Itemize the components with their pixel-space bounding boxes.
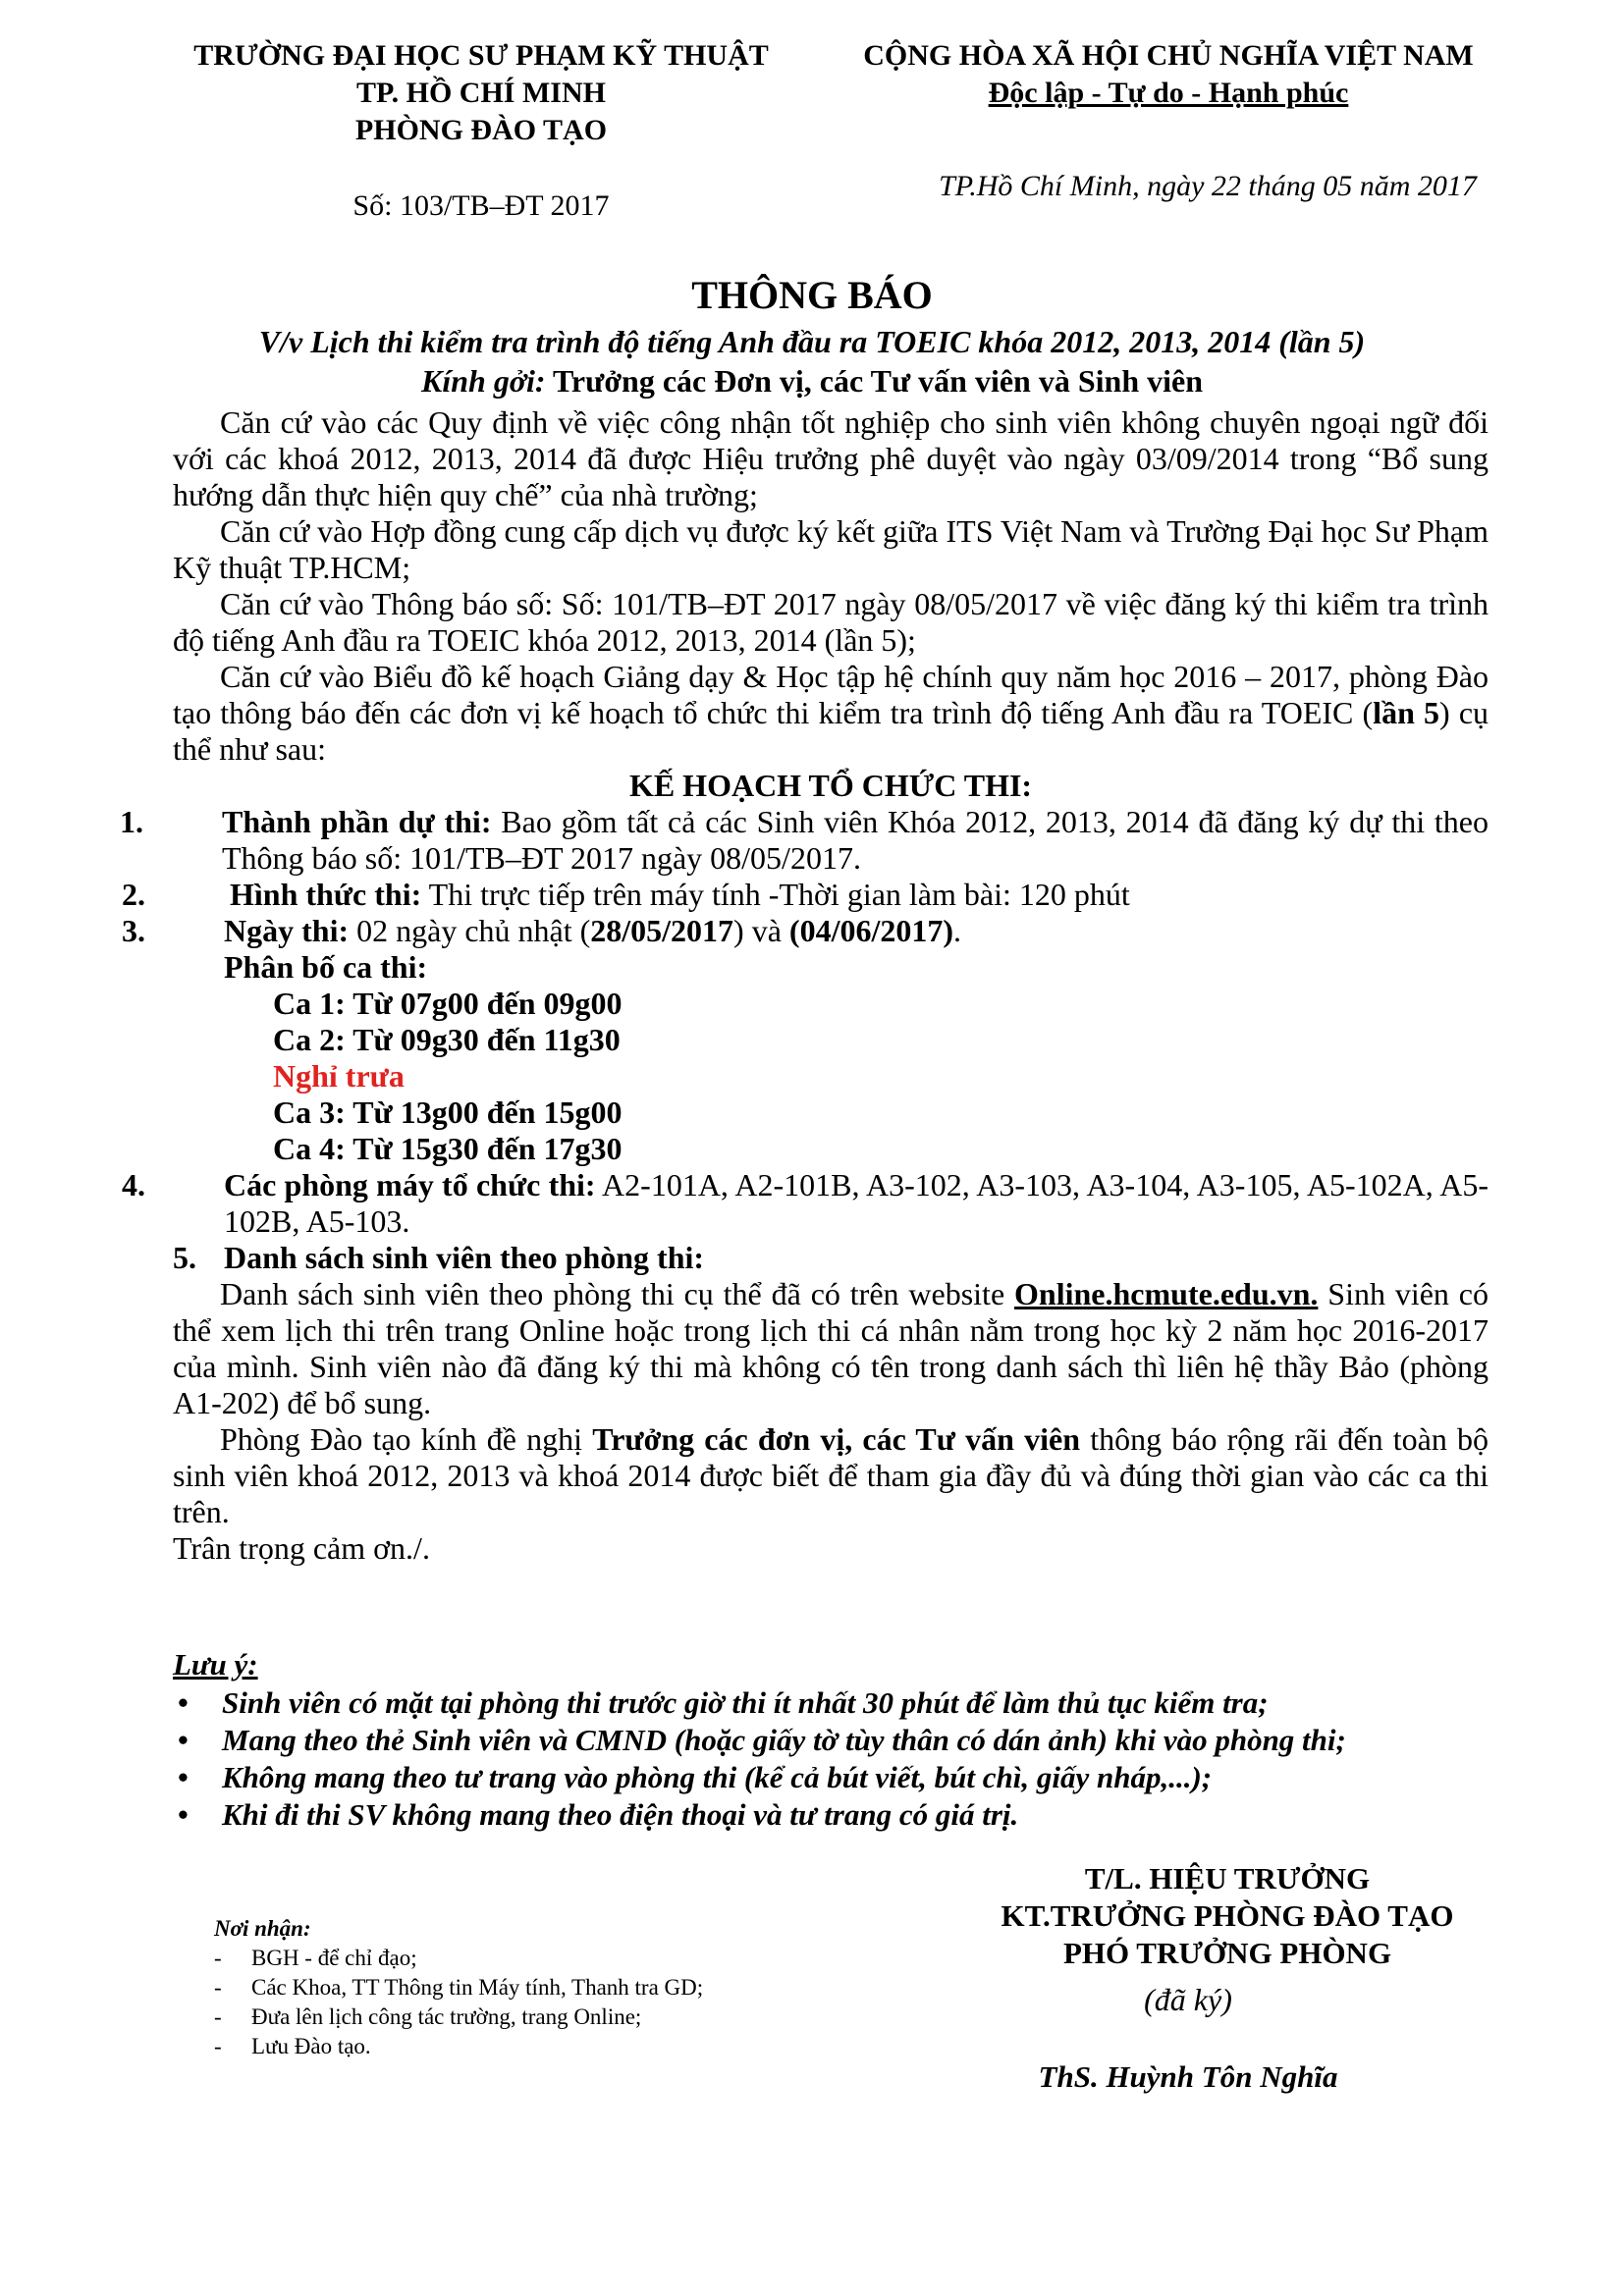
item-1: 1. Thành phần dự thi: Bao gồm tất cả các Sinh viên Khóa 2012, 2013, 2014 đã đăng ký dự thi theo Thông báo số: 101/TB–ĐT 2017 ngày 08/05/2017. bbox=[120, 804, 1489, 876]
issuer-university: TRƯỜNG ĐẠI HỌC SƯ PHẠM KỸ THUẬT bbox=[193, 39, 769, 72]
greeting-recipients: Trưởng các Đơn vị, các Tư vấn viên và Sinh viên bbox=[552, 363, 1203, 399]
notes-title: Lưu ý: bbox=[173, 1647, 258, 1682]
note-item: • Sinh viên có mặt tại phòng thi trước giờ thi ít nhất 30 phút để làm thủ tục kiểm tra; bbox=[178, 1685, 1269, 1720]
signer-name: ThS. Huỳnh Tôn Nghĩa bbox=[1038, 2059, 1338, 2094]
signature-authority: T/L. HIỆU TRƯỞNG bbox=[1084, 1861, 1371, 1896]
basis-2: Căn cứ vào Hợp đồng cung cấp dịch vụ được ký kết giữa ITS Việt Nam và Trường Đại học Sư Phạm Kỹ thuật TP.HCM; bbox=[173, 513, 1489, 585]
note-item: • Khi đi thi SV không mang theo điện thoại và tư trang có giá trị. bbox=[178, 1797, 1019, 1832]
notes-list bbox=[173, 1684, 1528, 1834]
basis-4: Căn cứ vào Biểu đồ kế hoạch Giảng dạy & Học tập hệ chính quy năm học 2016 – 2017, phòng Đào tạo thông báo đến các đơn vị kế hoạch tổ chức thi kiểm tra trình độ tiếng Anh đầu ra TOEIC (lần 5) cụ thể như sau: bbox=[173, 659, 1489, 767]
notice-title: THÔNG BÁO bbox=[691, 273, 933, 317]
signed-mark: (đã ký) bbox=[1144, 1982, 1232, 2017]
recipients-title: Nơi nhận: bbox=[214, 1916, 311, 1941]
issue-date: TP.Hồ Chí Minh, ngày 22 tháng 05 năm 2017 bbox=[939, 170, 1477, 202]
thanks-line: Trân trọng cảm ơn./. bbox=[173, 1530, 430, 1566]
shift-3: Ca 3: Từ 13g00 đến 15g00 bbox=[273, 1095, 623, 1130]
issuer-office: PHÒNG ĐÀO TẠO bbox=[354, 114, 608, 146]
request-paragraph: Phòng Đào tạo kính đề nghị Trưởng các đơn vị, các Tư vấn viên thông báo rộng rãi đến toàn bộ sinh viên khoá 2012, 2013 và khoá 2014 được biết để tham gia đầy đủ và đúng thời gian vào các ca thi trên. bbox=[173, 1421, 1489, 1529]
basis-1: Căn cứ vào các Quy định về việc công nhận tốt nghiệp cho sinh viên không chuyên ngoại ngữ đối với các khoá 2012, 2013, 2014 đã được Hiệu trưởng phê duyệt vào ngày 03/09/2014 trong “Bổ sung hướng dẫn thực hiện quy chế” của nhà trường; bbox=[173, 404, 1489, 512]
plan-title: KẾ HOẠCH TỔ CHỨC THI: bbox=[628, 768, 1033, 803]
recipient-item: - Lưu Đào tạo. bbox=[214, 2034, 371, 2058]
greeting bbox=[0, 363, 1624, 400]
greeting-label: Kính gởi: bbox=[420, 363, 546, 399]
recipients-list bbox=[214, 1944, 901, 2061]
republic-name: CỘNG HÒA XÃ HỘI CHỦ NGHĨA VIỆT NAM bbox=[863, 39, 1474, 72]
shift-1: Ca 1: Từ 07g00 đến 09g00 bbox=[273, 986, 623, 1021]
item-4: 4. Các phòng máy tổ chức thi: A2-101A, A2-101B, A3-102, A3-103, A3-104, A3-105, A5-102A, A5-102B, A5-103. bbox=[122, 1167, 1489, 1239]
shift-title: Phân bố ca thi: bbox=[224, 949, 428, 985]
notes-section bbox=[173, 1645, 1528, 1834]
recipient-item: - BGH - để chỉ đạo; bbox=[214, 1946, 417, 1970]
signature-department: KT.TRƯỞNG PHÒNG ĐÀO TẠO bbox=[1001, 1898, 1454, 1933]
note-item: • Mang theo thẻ Sinh viên và CMND (hoặc giấy tờ tùy thân có dán ảnh) khi vào phòng thi; bbox=[178, 1723, 1346, 1757]
signature-block bbox=[903, 1860, 1551, 1972]
notice-body bbox=[120, 404, 1489, 1567]
item-3: 3. Ngày thi: 02 ngày chủ nhật (28/05/2017) và (04/06/2017). Phân bố ca thi: Ca 1: Từ 07g00 đến 09g00 Ca 2: Từ 09g30 đến 11g30 Nghỉ trưa Ca 3: Từ 13g00 đến 15g00 Ca 4: Từ 15g30 đến 17g30 bbox=[173, 913, 1489, 1167]
signature-title: PHÓ TRƯỞNG PHÒNG bbox=[1062, 1936, 1392, 1970]
lunch-break: Nghỉ trưa bbox=[273, 1058, 405, 1094]
national-motto bbox=[844, 37, 1492, 112]
item-2: 2. Hình thức thi: Thi trực tiếp trên máy tính -Thời gian làm bài: 120 phút bbox=[122, 877, 1130, 912]
note-item: • Không mang theo tư trang vào phòng thi (kể cả bút viết, bút chì, giấy nháp,...); bbox=[178, 1760, 1213, 1794]
issuer-city: TP. HỒ CHÍ MINH bbox=[356, 77, 606, 109]
shift-list bbox=[173, 986, 1489, 1167]
issuer-block bbox=[147, 37, 815, 149]
document-number: Số: 103/TB–ĐT 2017 bbox=[352, 189, 610, 222]
recipients-block bbox=[214, 1914, 901, 2061]
item-5: 5. Danh sách sinh viên theo phòng thi: bbox=[173, 1240, 705, 1275]
recipient-item: - Các Khoa, TT Thông tin Máy tính, Thanh tra GD; bbox=[214, 1975, 704, 2000]
student-list-paragraph: Danh sách sinh viên theo phòng thi cụ thể đã có trên website Online.hcmute.edu.vn. Sinh viên có thể xem lịch thi trên trang Online hoặc trong lịch thi cá nhân nằm trong học kỳ 2 năm học 2016-2017 của mình. Sinh viên nào đã đăng ký thi mà không có tên trong danh sách thì liên hệ thầy Bảo (phòng A1-202) để bổ sung. bbox=[173, 1276, 1489, 1420]
online-website-link[interactable]: Online.hcmute.edu.vn. bbox=[1014, 1276, 1319, 1311]
motto: Độc lập - Tự do - Hạnh phúc bbox=[988, 77, 1349, 109]
basis-3: Căn cứ vào Thông báo số: Số: 101/TB–ĐT 2017 ngày 08/05/2017 về việc đăng ký thi kiểm tra trình độ tiếng Anh đầu ra TOEIC khóa 2012, 2013, 2014 (lần 5); bbox=[173, 586, 1489, 658]
recipient-item: - Đưa lên lịch công tác trường, trang Online; bbox=[214, 2004, 642, 2029]
notice-subject: V/v Lịch thi kiểm tra trình độ tiếng Anh đầu ra TOEIC khóa 2012, 2013, 2014 (lần 5) bbox=[258, 324, 1366, 359]
shift-2: Ca 2: Từ 09g30 đến 11g30 bbox=[273, 1022, 621, 1057]
shift-4: Ca 4: Từ 15g30 đến 17g30 bbox=[273, 1131, 623, 1166]
